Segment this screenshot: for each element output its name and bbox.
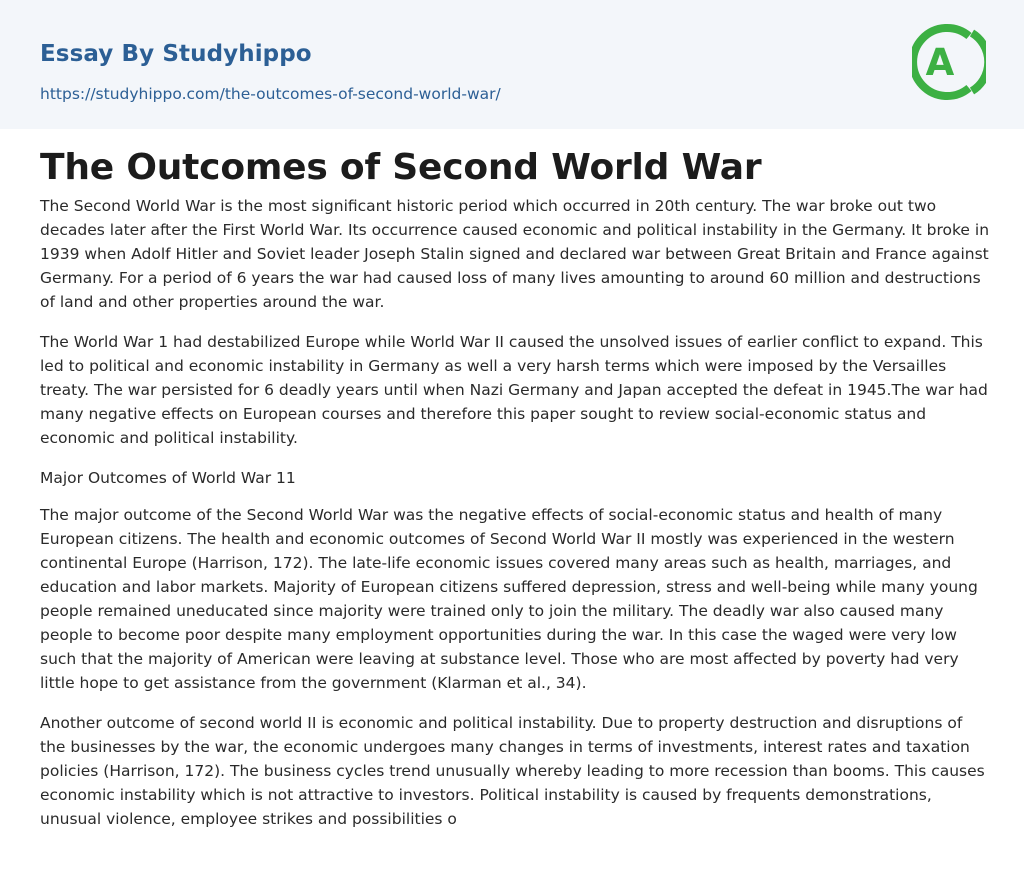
paragraph-4: Another outcome of second world II is economic and political instability. Due to property destruction and disruptions of the businesses by the war, the economic undergoes many changes in terms of investments, interest rates and taxation policies (Harrison, 172). The business cycles trend unusually whereby leading to more recession than booms. This causes economic instability which is not attractive to investors. Political instability is caused by frequents demonstrations, unusual violence, employee strikes and possibilities o xyxy=(40,714,985,828)
article-title: The Outcomes of Second World War xyxy=(40,147,762,188)
article-url-link[interactable]: https://studyhippo.com/the-outcomes-of-second-world-war/ xyxy=(40,85,501,103)
logo-letter: A xyxy=(925,41,955,84)
site-header xyxy=(0,0,1024,129)
paragraph-3: The major outcome of the Second World War was the negative effects of social-economic status and health of many European citizens. The health and economic outcomes of Second World War II mostly was experienced in the western continental Europe (Harrison, 172). The late-life economic issues covered many areas such as health, marriages, and education and labor markets. Majority of European citizens suffered depression, stress and well-being while many young people remained uneducated since majority were trained only to join the military. The deadly war also caused many people to become poor despite many employment opportunities during the war. In this case the waged were very low such that the majority of American were leaving at substance level. Those who are most affected by poverty had very little hope to get assistance from the government (Klarman et al., 34). xyxy=(40,506,978,692)
section-subheading: Major Outcomes of World War 11 xyxy=(40,469,296,487)
studyhippo-logo-icon[interactable] xyxy=(912,19,986,105)
paragraph-1: The Second World War is the most significant historic period which occurred in 20th century. The war broke out two decades later after the First World War. Its occurrence caused economic and political instability in the Germany. It broke in 1939 when Adolf Hitler and Soviet leader Joseph Stalin signed and declared war between Great Britain and France against Germany. For a period of 6 years the war had caused loss of many lives amounting to around 60 million and destructions of land and other properties around the war. xyxy=(40,197,990,311)
article-body xyxy=(40,144,990,847)
paragraph-2: The World War 1 had destabilized Europe while World War II caused the unsolved issues of earlier conflict to expand. This led to political and economic instability in Germany as well a very harsh terms which were imposed by the Versailles treaty. The war persisted for 6 deadly years until when Nazi Germany and Japan accepted the defeat in 1945.The war had many negative effects on European courses and therefore this paper sought to review social-economic status and economic and political instability. xyxy=(40,333,988,447)
site-brand[interactable]: Essay By Studyhippo xyxy=(40,41,312,67)
